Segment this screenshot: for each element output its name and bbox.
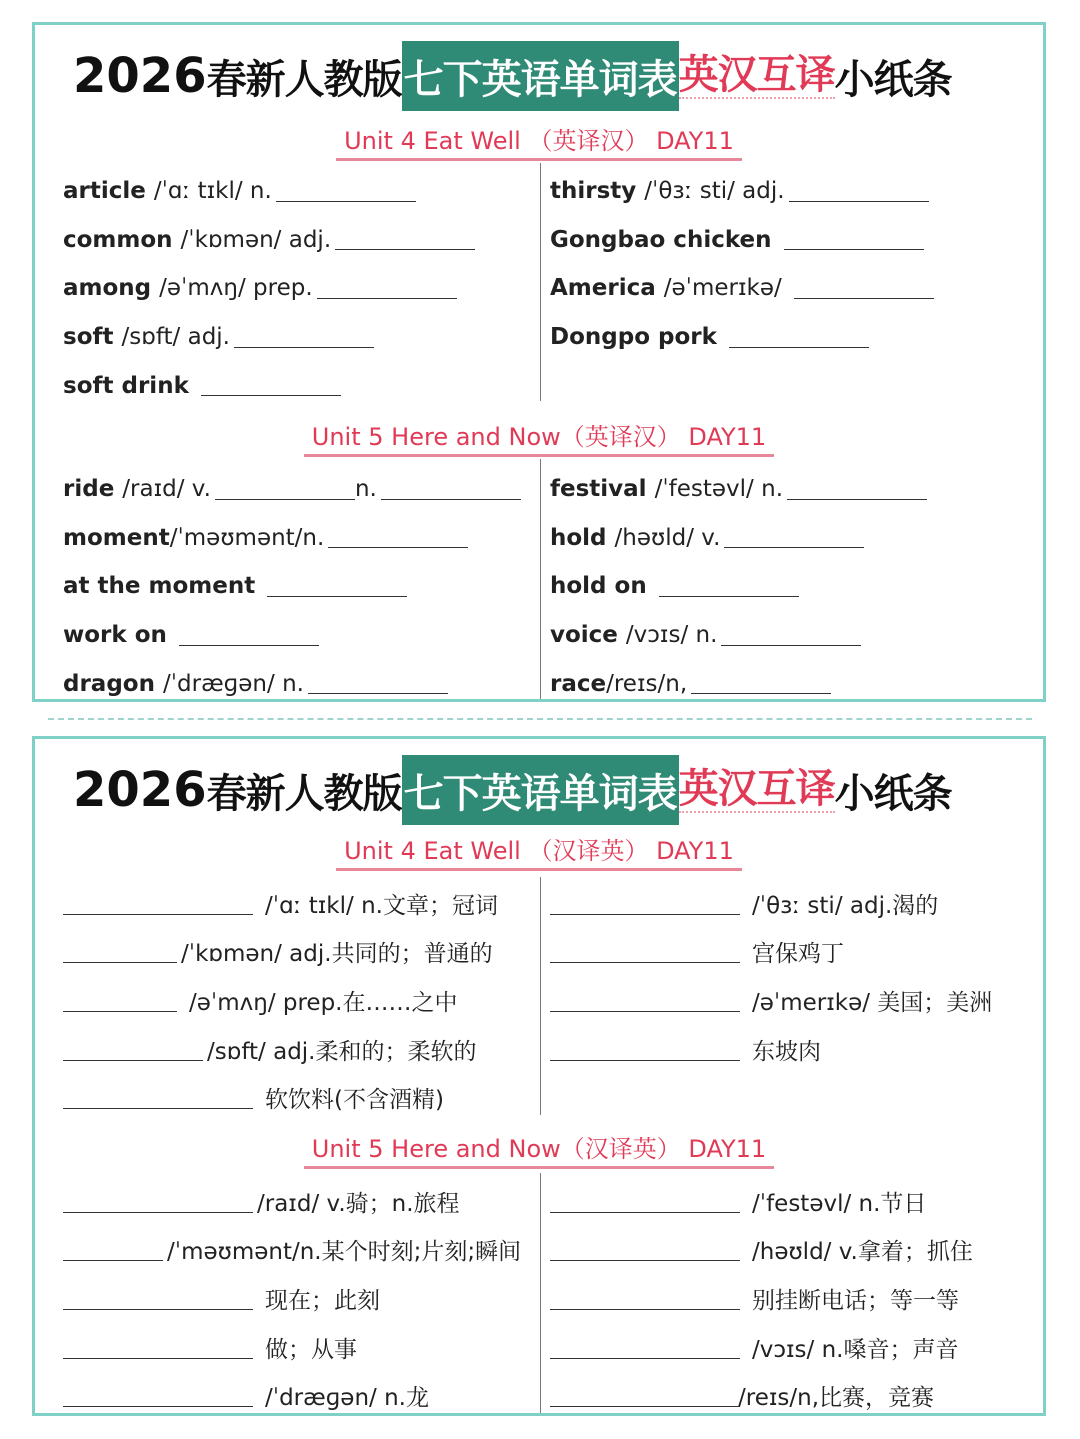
list-item: thirsty /ˈθɜː sti/ adj. bbox=[550, 167, 1030, 216]
list-item: /ˈməʊmənt/n.某个时刻;片刻;瞬间 bbox=[63, 1226, 533, 1275]
answer-blank[interactable] bbox=[729, 327, 869, 348]
title-year: 2026 bbox=[73, 762, 207, 818]
title-highlight: 七下英语单词表 bbox=[402, 41, 679, 111]
answer-blank[interactable] bbox=[787, 479, 927, 500]
list-item: /ˈθɜː sti/ adj.渴的 bbox=[550, 879, 1030, 928]
list-item: article /ˈɑː tɪkl/ n. bbox=[63, 167, 533, 216]
list-item: /reɪs/n,比赛，竞赛 bbox=[550, 1371, 1030, 1420]
list-item: 现在；此刻 bbox=[63, 1274, 533, 1323]
list-item: hold on bbox=[550, 562, 1030, 611]
unit4-left-list bbox=[63, 167, 533, 410]
list-item: at the moment bbox=[63, 562, 533, 611]
answer-blank[interactable] bbox=[63, 1190, 253, 1213]
answer-blank[interactable] bbox=[267, 576, 407, 597]
answer-blank[interactable] bbox=[794, 278, 934, 299]
list-item: /vɔɪs/ n.嗓音；声音 bbox=[550, 1323, 1030, 1372]
list-item: ride /raɪd/ v. n. bbox=[63, 465, 533, 514]
answer-blank[interactable] bbox=[550, 1038, 740, 1061]
answer-blank[interactable] bbox=[721, 625, 861, 646]
answer-blank[interactable] bbox=[63, 1038, 203, 1061]
answer-blank[interactable] bbox=[550, 1384, 738, 1407]
title-part1: 春新人教版 bbox=[206, 56, 402, 103]
list-item: moment /ˈməʊmənt/n. bbox=[63, 514, 533, 563]
column-divider bbox=[540, 459, 541, 699]
answer-blank[interactable] bbox=[63, 1238, 163, 1261]
answer-blank[interactable] bbox=[63, 989, 177, 1012]
unit4-right-list bbox=[550, 167, 1030, 361]
title-red: 英汉互译 bbox=[678, 766, 835, 812]
list-item: 别挂断电话；等一等 bbox=[550, 1274, 1030, 1323]
title-tail: 小纸条 bbox=[834, 56, 952, 103]
answer-blank[interactable] bbox=[328, 527, 468, 548]
answer-blank[interactable] bbox=[550, 940, 740, 963]
list-item: Dongpo pork bbox=[550, 313, 1030, 362]
list-item: soft /sɒft/ adj. bbox=[63, 313, 533, 362]
card-title bbox=[73, 41, 952, 111]
answer-blank[interactable] bbox=[308, 673, 448, 694]
list-item: /əˈmerɪkə/ 美国；美洲 bbox=[550, 976, 1030, 1025]
answer-blank[interactable] bbox=[550, 892, 740, 915]
answer-blank[interactable] bbox=[276, 181, 416, 202]
unit5-left-list bbox=[63, 1177, 533, 1420]
list-item: 宫保鸡丁 bbox=[550, 928, 1030, 977]
list-item: soft drink bbox=[63, 361, 533, 410]
list-item: hold /həʊld/ v. bbox=[550, 514, 1030, 563]
answer-blank[interactable] bbox=[63, 1384, 253, 1407]
list-item: /həʊld/ v.拿着；抓住 bbox=[550, 1226, 1030, 1275]
column-divider bbox=[540, 877, 541, 1115]
list-item: /raɪd/ v.骑；n.旅程 bbox=[63, 1177, 533, 1226]
list-item: festival /ˈfestəvl/ n. bbox=[550, 465, 1030, 514]
unit5-right-list bbox=[550, 465, 1030, 708]
unit4-heading: Unit 4 Eat Well （英译汉） DAY11 bbox=[35, 121, 1043, 161]
answer-blank[interactable] bbox=[63, 1287, 253, 1310]
vocab-card-chinese-to-english bbox=[32, 736, 1046, 1416]
unit4-right-list bbox=[550, 879, 1030, 1073]
list-item: among /əˈmʌŋ/ prep. bbox=[63, 264, 533, 313]
answer-blank[interactable] bbox=[789, 181, 929, 202]
answer-blank[interactable] bbox=[335, 229, 475, 250]
answer-blank[interactable] bbox=[550, 1190, 740, 1213]
answer-blank[interactable] bbox=[691, 673, 831, 694]
title-tail: 小纸条 bbox=[834, 770, 952, 817]
answer-blank[interactable] bbox=[234, 327, 374, 348]
vocab-card-english-to-chinese bbox=[32, 22, 1046, 702]
column-divider bbox=[540, 163, 541, 401]
answer-blank[interactable] bbox=[550, 1336, 740, 1359]
unit5-right-list bbox=[550, 1177, 1030, 1420]
card-title bbox=[73, 755, 952, 825]
list-item: 做；从事 bbox=[63, 1323, 533, 1372]
answer-blank[interactable] bbox=[179, 625, 319, 646]
title-red: 英汉互译 bbox=[678, 52, 835, 98]
answer-blank[interactable] bbox=[550, 1238, 740, 1261]
answer-blank[interactable] bbox=[201, 375, 341, 396]
unit5-left-list bbox=[63, 465, 533, 708]
unit4-left-list bbox=[63, 879, 533, 1122]
list-item: /ˈfestəvl/ n.节日 bbox=[550, 1177, 1030, 1226]
cut-line bbox=[48, 718, 1032, 720]
answer-blank[interactable] bbox=[784, 229, 924, 250]
list-item: 东坡肉 bbox=[550, 1025, 1030, 1074]
column-divider bbox=[540, 1173, 541, 1413]
list-item: /əˈmʌŋ/ prep.在……之中 bbox=[63, 976, 533, 1025]
title-highlight: 七下英语单词表 bbox=[402, 755, 679, 825]
list-item: race /reɪs/n, bbox=[550, 659, 1030, 708]
list-item: dragon /ˈdræɡən/ n. bbox=[63, 659, 533, 708]
answer-blank[interactable] bbox=[63, 1336, 253, 1359]
list-item: /ˈkɒmən/ adj.共同的；普通的 bbox=[63, 928, 533, 977]
answer-blank[interactable] bbox=[659, 576, 799, 597]
answer-blank[interactable] bbox=[63, 1086, 253, 1109]
list-item: Gongbao chicken bbox=[550, 216, 1030, 265]
title-part1: 春新人教版 bbox=[206, 770, 402, 817]
title-year: 2026 bbox=[73, 48, 207, 104]
answer-blank[interactable] bbox=[63, 892, 253, 915]
list-item: /ˈdræɡən/ n.龙 bbox=[63, 1371, 533, 1420]
list-item: common /ˈkɒmən/ adj. bbox=[63, 216, 533, 265]
list-item: America /əˈmerɪkə/ bbox=[550, 264, 1030, 313]
answer-blank[interactable] bbox=[63, 940, 177, 963]
answer-blank[interactable] bbox=[381, 479, 521, 500]
answer-blank[interactable] bbox=[215, 479, 355, 500]
answer-blank[interactable] bbox=[317, 278, 457, 299]
answer-blank[interactable] bbox=[550, 989, 740, 1012]
answer-blank[interactable] bbox=[550, 1287, 740, 1310]
list-item: /sɒft/ adj.柔和的；柔软的 bbox=[63, 1025, 533, 1074]
list-item: 软饮料(不含酒精) bbox=[63, 1073, 533, 1122]
list-item: work on bbox=[63, 611, 533, 660]
unit4-heading: Unit 4 Eat Well （汉译英） DAY11 bbox=[35, 831, 1043, 871]
unit5-heading: Unit 5 Here and Now（汉译英） DAY11 bbox=[35, 1129, 1043, 1169]
answer-blank[interactable] bbox=[724, 527, 864, 548]
list-item: voice /vɔɪs/ n. bbox=[550, 611, 1030, 660]
list-item: /ˈɑː tɪkl/ n.文章；冠词 bbox=[63, 879, 533, 928]
unit5-heading: Unit 5 Here and Now（英译汉） DAY11 bbox=[35, 417, 1043, 457]
